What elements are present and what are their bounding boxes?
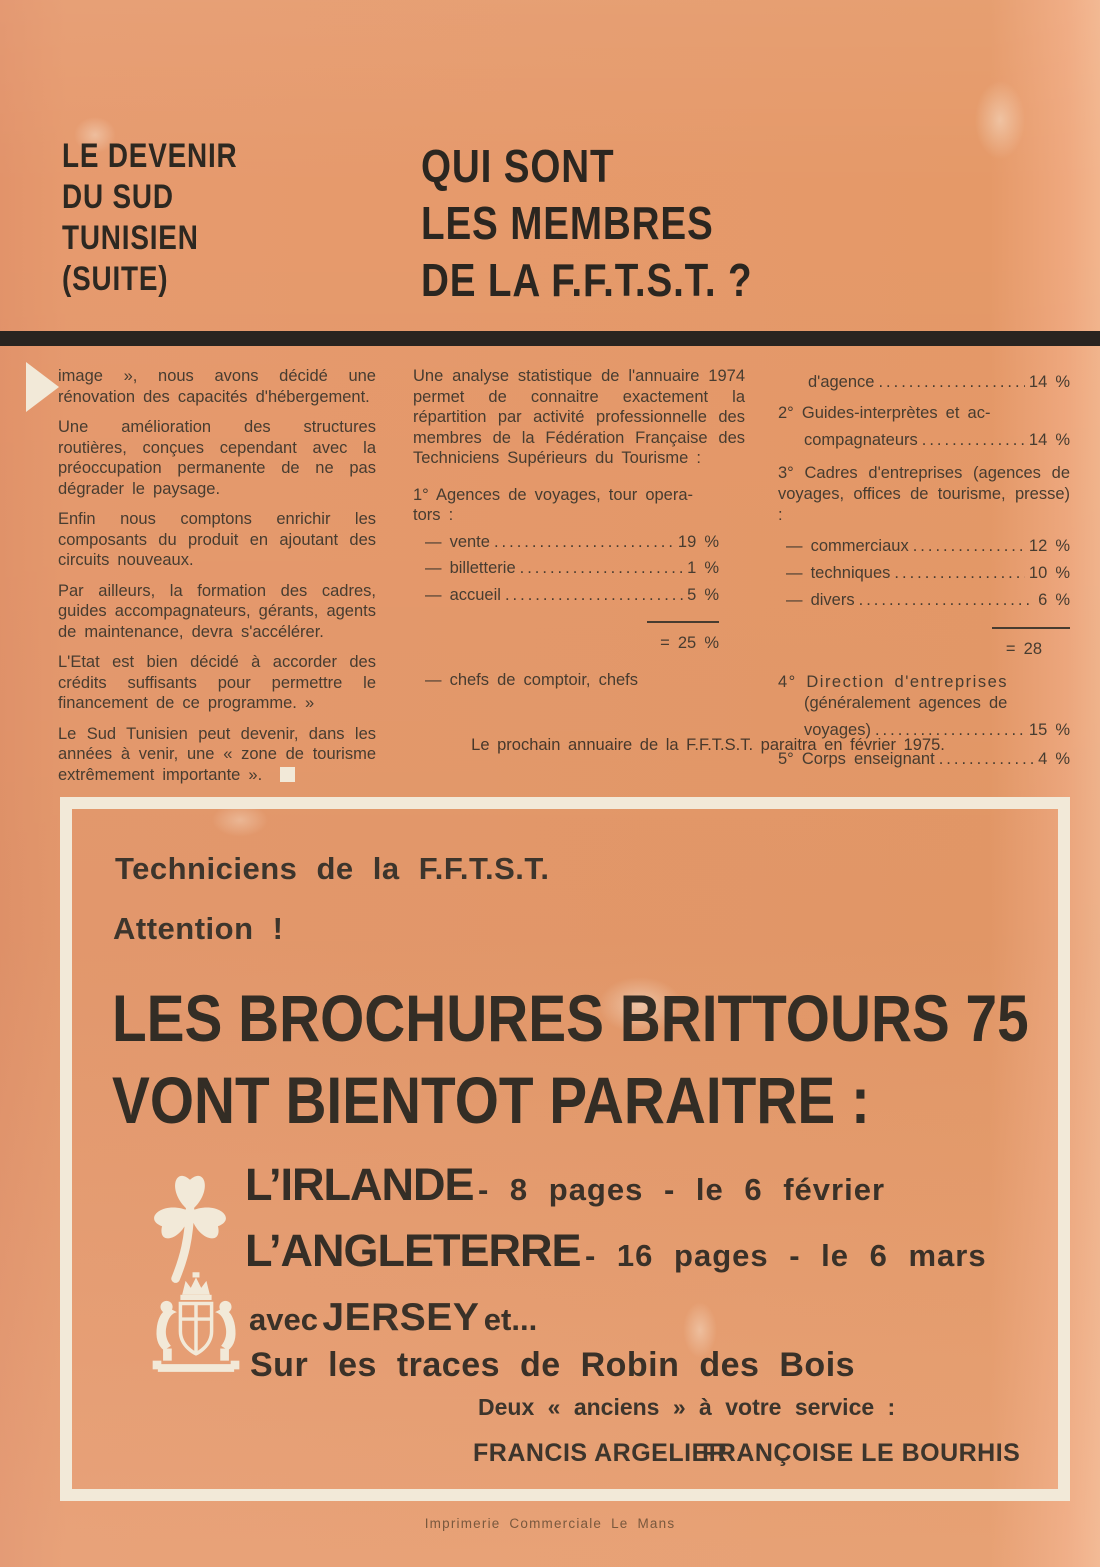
paragraph: Enfin nous comptons enrichir les composants du produit en ajoutant des circuits nouveaux. <box>58 510 376 569</box>
stat-row <box>413 558 745 579</box>
stat-value: 10 % <box>1028 564 1070 582</box>
brochure-title: L’IRLANDE <box>245 1159 474 1210</box>
stats-group3-heading: 3° Cadres d'entreprises (agences de voyages, offices de tourisme, presse) : <box>778 464 1070 524</box>
dot-leader <box>894 563 1024 584</box>
article-title-line: DU SUD <box>62 178 174 216</box>
stats-intro: Une analyse statistique de l'annuaire 1974 permet de connaitre exactement la répartition par activité professionnelle des membres de la Fédération Française des Techniciens Supérieurs du Tourisme : <box>413 367 745 467</box>
brochure-item-england <box>245 1225 987 1277</box>
stat-row <box>778 590 1070 611</box>
stat-label: — billetterie <box>425 559 516 577</box>
stat-label: — divers <box>786 591 855 609</box>
dot-leader <box>922 430 1025 451</box>
annuaire-note: Le prochain annuaire de la F.F.T.S.T. paraitra en février 1975. <box>471 736 945 754</box>
stat-value: 15 % <box>1028 721 1070 739</box>
promo-headline-line: LES BROCHURES BRITTOURS 75 <box>112 981 1029 1055</box>
section-title-line: LES MEMBRES <box>421 197 714 249</box>
royal-coat-of-arms-icon <box>144 1264 248 1388</box>
jersey-suffix: et... <box>483 1302 538 1337</box>
stats-group4-heading: 4° Direction d'entreprises <box>778 673 1008 691</box>
printer-imprint: Imprimerie Commerciale Le Mans <box>424 1516 676 1531</box>
paragraph: Par ailleurs, la formation des cadres, guides accompagnateurs, gérants, agents de maintenance, devra s'accélérer. <box>58 581 376 641</box>
dot-leader <box>505 585 683 606</box>
stat-value: 1 % <box>687 559 719 577</box>
stat-value: 4 % <box>1038 750 1070 768</box>
promo-headline-line: VONT BIENTOT PARAITRE : <box>112 1063 870 1137</box>
stat-row <box>778 372 1070 393</box>
dot-leader <box>494 532 674 553</box>
article-title <box>62 136 276 300</box>
stats-group1-heading: tors : <box>413 506 454 524</box>
brittours-promo-box <box>60 797 1070 1501</box>
stat-label: — vente <box>425 532 490 551</box>
stat-value: 6 % <box>1038 591 1070 609</box>
stat-row-continued: — chefs de comptoir, chefs <box>425 670 639 689</box>
dot-leader <box>859 590 1034 611</box>
promo-greeting-line: Attention ! <box>113 911 284 946</box>
paragraph-text: Le Sud Tunisien peut devenir, dans les années à venir, une « zone de tourisme extrêmement importante ». <box>58 724 376 784</box>
dot-leader <box>520 558 683 579</box>
end-of-article-square <box>280 767 295 782</box>
stats-group3-total: = 28 <box>1005 640 1042 658</box>
section-title-line: QUI SONT <box>421 140 615 192</box>
article-title-line: TUNISIEN <box>62 219 199 257</box>
paragraph: L'Etat est bien décidé à accorder des crédits suffisants pour permettre le financement de ce programme. » <box>58 653 376 712</box>
stat-label: — techniques <box>786 564 891 582</box>
paragraph: Une amélioration des structures routières, conçues cependant avec la préoccupation permanente de ne pas dégrader le paysage. <box>58 418 376 498</box>
article-column <box>58 366 376 795</box>
stat-label: — accueil <box>425 585 501 604</box>
sum-rule <box>992 627 1070 629</box>
stat-row <box>778 563 1070 584</box>
stats-group2-heading: 2° Guides-interprètes et ac- <box>778 404 991 422</box>
contact-name: FRANCIS ARGELIER <box>473 1439 728 1467</box>
stat-value: 14 % <box>1028 373 1070 391</box>
article-continuation-triangle-icon <box>26 362 59 412</box>
service-line: Deux « anciens » à votre service : <box>478 1394 896 1420</box>
stat-row <box>413 585 745 606</box>
stat-label: voyages) <box>804 721 871 739</box>
stat-label: 5° Corps enseignant <box>778 750 935 768</box>
brochure-item-robin: Sur les traces de Robin des Bois <box>250 1346 856 1384</box>
stat-row <box>778 430 1070 451</box>
promo-greeting-line: Techniciens de la F.F.T.S.T. <box>115 851 550 886</box>
stat-value: 14 % <box>1028 431 1070 449</box>
paragraph <box>58 724 376 786</box>
article-title-line: (SUITE) <box>62 260 169 298</box>
dot-leader <box>878 372 1024 393</box>
horizontal-divider <box>0 331 1100 346</box>
brochure-item-jersey <box>249 1296 537 1340</box>
promo-headline <box>112 977 1100 1141</box>
stat-label: compagnateurs <box>804 431 918 449</box>
brochure-details: - 16 pages - le 6 mars <box>584 1238 987 1273</box>
section-title-line: DE LA F.F.T.S.T. ? <box>421 254 753 306</box>
brochure-details: - 8 pages - le 6 février <box>477 1172 886 1207</box>
paragraph: image », nous avons décidé une rénovation des capacités d'hébergement. <box>58 367 376 406</box>
stat-value: 5 % <box>687 585 719 604</box>
stat-row <box>778 536 1070 557</box>
stat-label: — commerciaux <box>786 537 909 555</box>
stats-column-right <box>778 366 1070 776</box>
brochure-title: L’ANGLETERRE <box>245 1225 581 1276</box>
brochure-item-ireland <box>245 1159 885 1211</box>
jersey-title: JERSEY <box>322 1296 480 1339</box>
sum-rule <box>647 621 719 623</box>
stats-group1-total: = 25 % <box>660 634 719 652</box>
dot-leader <box>913 536 1025 557</box>
article-title-line: LE DEVENIR <box>62 137 238 175</box>
stat-label: d'agence <box>808 373 875 391</box>
stats-group1-heading: 1° Agences de voyages, tour opera- <box>413 485 694 504</box>
contact-name: FRANÇOISE LE BOURHIS <box>702 1439 1021 1467</box>
stats-group4-heading: (généralement agences de <box>804 694 1008 712</box>
stat-row <box>413 532 745 553</box>
jersey-prefix: avec <box>249 1302 318 1337</box>
stat-value: 12 % <box>1028 537 1070 555</box>
stat-value: 19 % <box>677 532 719 551</box>
section-title <box>421 138 816 309</box>
stats-column-left <box>413 366 745 690</box>
